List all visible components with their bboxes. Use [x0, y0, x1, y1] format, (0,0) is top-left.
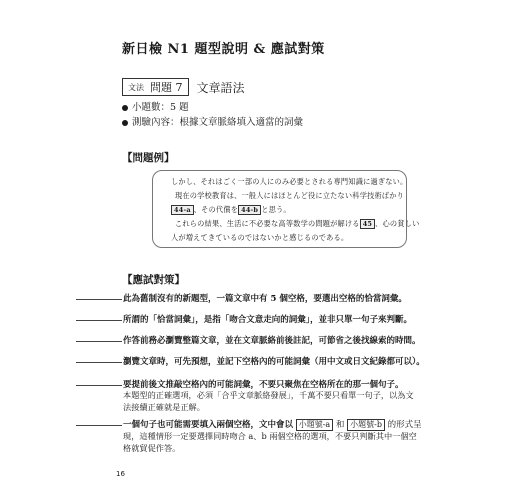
blank-44b: 44-b — [238, 205, 261, 215]
info-list — [122, 100, 303, 130]
label-box-a: 小題號-a — [296, 419, 333, 431]
leader-line — [76, 320, 122, 321]
example-heading: 【問題例】 — [122, 152, 175, 164]
example-line-3-mid: 、その代償を — [193, 205, 239, 214]
strategy-6-start: 一個句子也可能需要填入兩個空格，文中會以 — [123, 420, 294, 430]
strategy-heading: 【應試對策】 — [122, 274, 185, 286]
strategy-text-4: 瀏覽文章時，可先預想，並記下空格內的可能詞彙（用中文或日文紀錄都可以）。 — [123, 357, 425, 367]
leader-line — [76, 341, 122, 342]
strategy-text-5: 要提前後文推敲空格內的可能詞彙，不要只聚焦在空格所在的那一個句子。 — [123, 380, 404, 390]
leader-line — [76, 385, 122, 386]
info-count-row — [122, 100, 303, 115]
leader-line — [76, 362, 122, 363]
example-line-1: しかし、それはごく一部の人にのみ必要とされる専門知識に過ぎない。 — [171, 177, 408, 186]
section-tag: 文法 — [128, 82, 144, 92]
leader-line — [76, 299, 122, 300]
example-line-3-end: と思う。 — [261, 205, 291, 214]
info-count: 小題數：5 題 — [132, 102, 189, 113]
example-line-4-end: 、心の貧しい — [375, 219, 420, 228]
section-name: 文章語法 — [196, 80, 245, 95]
page-title: 新日檢 N1 題型說明 & 應試對策 — [122, 42, 325, 57]
example-line-3 — [171, 205, 291, 215]
strategy-text-3: 作答前務必瀏覽整篇文章，並在文章脈絡前後註記，可節省之後找線索的時間。 — [123, 336, 421, 346]
label-box-b: 小題號-b — [347, 419, 385, 431]
strategy-text-6c: 格就貿促作答。 — [123, 443, 181, 453]
section-number: 問題 7 — [150, 81, 183, 94]
example-box — [152, 170, 420, 248]
strategy-6-end: 的形式呈 — [387, 420, 422, 430]
section-label-box — [122, 78, 189, 96]
strategy-text-1: 此為舊制沒有的新題型，一篇文章中有 5 個空格，要選出空格的恰當詞彙。 — [123, 294, 407, 304]
blank-44a: 44-a — [171, 205, 194, 215]
bullet-dot-icon — [122, 105, 128, 111]
strategy-text-5c: 法接續正確就是正解。 — [123, 402, 205, 412]
example-line-4 — [175, 219, 419, 229]
bullet-dot-icon — [122, 120, 128, 126]
blank-45: 45 — [360, 219, 375, 229]
page-number: 16 — [116, 470, 125, 478]
strategy-text-6b: 現，這種情形一定要選擇同時吻合 a、b 兩個空格的選項，不要只判斷其中一個空 — [123, 431, 417, 441]
example-line-4-start: これらの結果、生活に不必要な高等数学の問題が解ける — [175, 219, 360, 228]
strategy-6-and: 和 — [335, 420, 345, 430]
strategy-text-6 — [123, 418, 422, 431]
strategy-text-2: 所謂的「恰當詞彙」，是指「吻合文意走向的詞彙」，並非只單一句子來判斷。 — [123, 315, 413, 325]
example-line-5: 人が増えてきているのではないかと感じるのである。 — [171, 233, 349, 242]
example-line-2: 現在の学校教育は、一般人にはほとんど役に立たない科学技術ばかり — [175, 191, 405, 200]
strategy-text-5b: 本題型的正確選項，必須「合乎文章脈絡發展」，千萬不要只看單一句子，以為文 — [123, 390, 414, 400]
info-content-row — [122, 115, 303, 130]
info-content: 測驗內容：根據文章脈絡填入適當的詞彙 — [132, 117, 304, 128]
section-header — [122, 78, 245, 96]
leader-line — [76, 425, 122, 426]
